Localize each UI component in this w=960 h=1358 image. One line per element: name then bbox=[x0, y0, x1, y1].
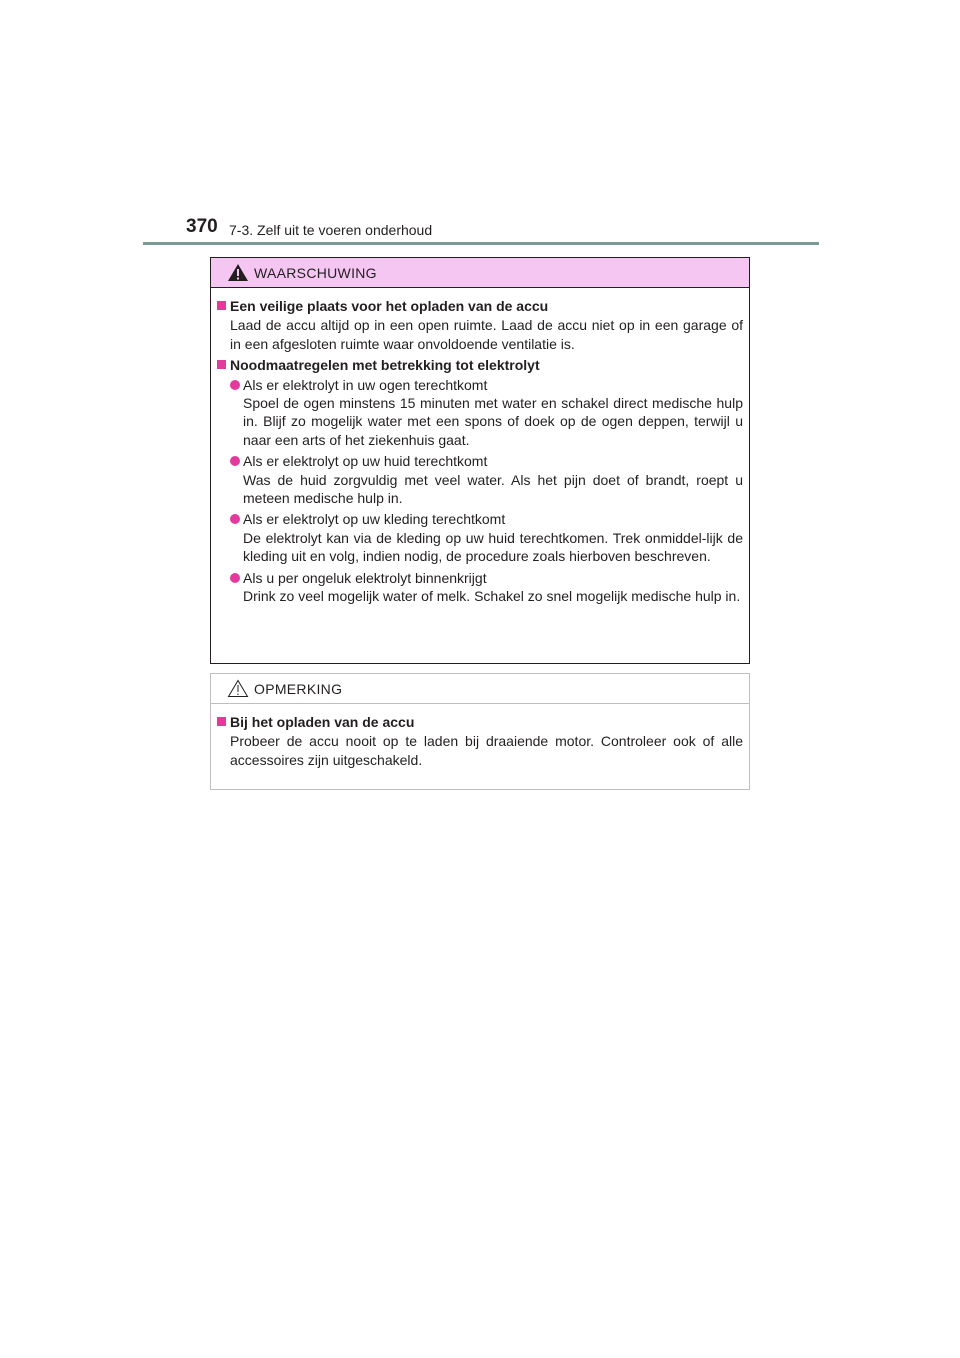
warning-subitem bbox=[217, 376, 743, 450]
subitem-text: De elektrolyt kan via de kleding op uw huid terechtkomen. Trek onmiddel-lijk de kleding uit en volg, indien nodig, de procedure zoals hierboven beschreven. bbox=[243, 529, 743, 565]
item-title-text: Bij het opladen van de accu bbox=[230, 714, 415, 730]
subitem-text: Spoel de ogen minstens 15 minuten met water en schakel direct medische hulp in. Blijf zo mogelijk water met een spons of doek op de ogen deppen, terwijl u naar een arts of het ziekenhuis gaat. bbox=[243, 395, 743, 448]
warning-item-title bbox=[217, 356, 743, 374]
warning-header bbox=[211, 258, 749, 288]
section-title: 7-3. Zelf uit te voeren onderhoud bbox=[229, 222, 433, 238]
notice-header bbox=[211, 674, 749, 704]
warning-item-text: Laad de accu altijd op in een open ruimte. Laad de accu niet op in een garage of in een afgesloten ruimte waar onvoldoende ventilatie is. bbox=[230, 317, 743, 352]
header-rule bbox=[143, 242, 819, 245]
notice-label: OPMERKING bbox=[254, 681, 343, 697]
notice-triangle-outline-icon bbox=[227, 679, 249, 698]
warning-item-title bbox=[217, 297, 743, 315]
subitem-lead: Als er elektrolyt op uw kleding terechtkomt bbox=[243, 511, 506, 528]
subitem-text: Drink zo veel mogelijk water of melk. Schakel zo snel mogelijk medische hulp in. bbox=[243, 588, 741, 605]
item-title-text: Een veilige plaats voor het opladen van de accu bbox=[230, 298, 549, 314]
square-bullet-icon bbox=[217, 301, 226, 310]
subitem-lead: Als er elektrolyt op uw huid terechtkomt bbox=[243, 453, 488, 470]
notice-body bbox=[211, 704, 749, 769]
notice-item-text: Probeer de accu nooit op te laden bij draaiende motor. Controleer ook of alle accessoires zijn uitgeschakeld. bbox=[230, 733, 743, 768]
subitem-lead: Als er elektrolyt in uw ogen terechtkomt bbox=[243, 376, 488, 393]
warning-subitem bbox=[217, 510, 743, 565]
circle-bullet-icon bbox=[230, 456, 240, 466]
circle-bullet-icon bbox=[230, 380, 240, 390]
warning-box bbox=[210, 257, 750, 664]
warning-subitem bbox=[217, 569, 743, 606]
item-title-text: Noodmaatregelen met betrekking tot elektrolyt bbox=[230, 357, 540, 374]
circle-bullet-icon bbox=[230, 514, 240, 524]
warning-subitem bbox=[217, 452, 743, 507]
circle-bullet-icon bbox=[230, 573, 240, 583]
square-bullet-icon bbox=[217, 717, 226, 726]
warning-label: WAARSCHUWING bbox=[254, 265, 377, 281]
subitem-lead: Als u per ongeluk elektrolyt binnenkrijgt bbox=[243, 569, 487, 586]
notice-item-title bbox=[217, 713, 743, 731]
warning-triangle-icon bbox=[227, 263, 249, 282]
page-number: 370 bbox=[186, 216, 218, 237]
subitem-text: Was de huid zorgvuldig met veel water. Als het pijn doet of brandt, roept u meteen medische hulp in. bbox=[243, 471, 743, 507]
warning-body bbox=[211, 288, 749, 606]
square-bullet-icon bbox=[217, 360, 226, 369]
notice-box bbox=[210, 673, 750, 790]
